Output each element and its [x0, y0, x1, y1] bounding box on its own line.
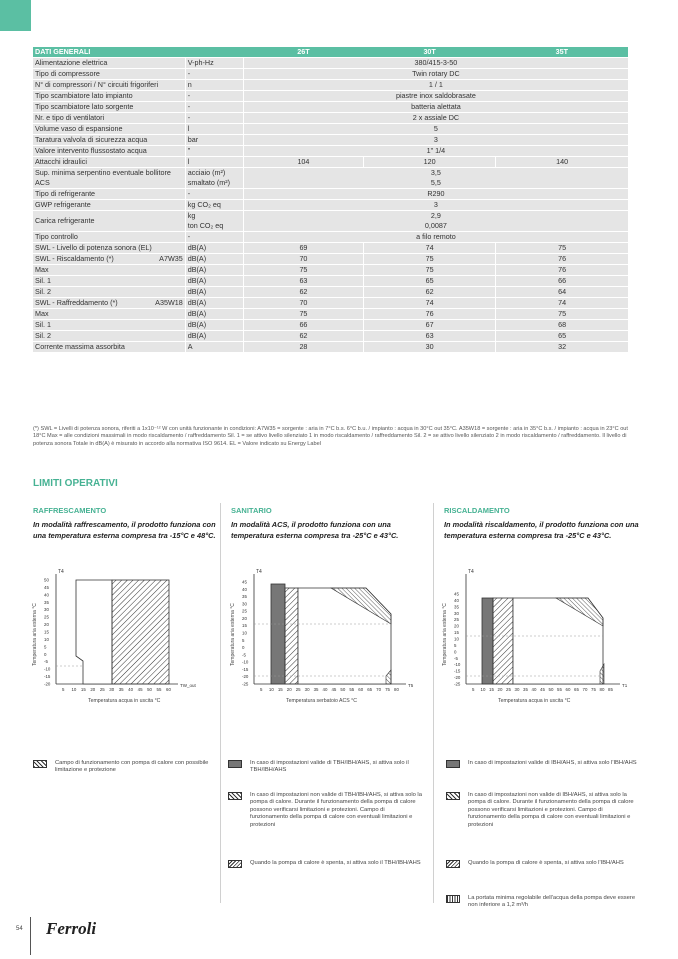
- row-tag: A7W35: [159, 254, 183, 264]
- y-tick-label: 15: [242, 623, 247, 629]
- table-row: [33, 276, 628, 287]
- y-axis-var: T4: [468, 569, 474, 575]
- legend-item: Quando la pompa di calore è spenta, si attiva solo l'IBH/AHS: [446, 860, 641, 867]
- row-unit: dB(A): [185, 254, 243, 265]
- table-row: [33, 189, 628, 200]
- x-tick-label: 50: [147, 687, 152, 692]
- y-axis-label: Temperatura aria esterna °C: [230, 603, 236, 666]
- y-tick-label: -5: [454, 655, 458, 661]
- row-label: Tipo di refrigerante: [33, 189, 185, 200]
- table-title: DATI GENERALI: [33, 47, 243, 58]
- row-value: [243, 168, 628, 189]
- table-row: [33, 320, 628, 331]
- row-value: 76: [496, 254, 628, 265]
- row-value: a filo remoto: [243, 232, 628, 243]
- value-line: 5,5: [430, 178, 441, 188]
- row-value: 5: [243, 124, 628, 135]
- column-heading: RISCALDAMENTO: [444, 506, 510, 515]
- unit-line: smaltato (m²): [187, 178, 231, 188]
- hatch-swatch-icon: [228, 792, 242, 800]
- x-tick-label: 5: [260, 687, 263, 692]
- value-line: 3,5: [430, 168, 441, 178]
- y-tick-label: -10: [454, 662, 461, 668]
- row-value: 62: [243, 287, 363, 298]
- row-label: Alimentazione elettrica: [33, 58, 185, 69]
- table-row: [33, 102, 628, 113]
- row-label: Tipo di compressore: [33, 69, 185, 80]
- table-row: [33, 211, 628, 232]
- table-row: [33, 309, 628, 320]
- table-row: [33, 80, 628, 91]
- x-tick-label: 50: [548, 687, 554, 692]
- row-value: 74: [496, 298, 628, 309]
- x-axis-var: TW_out: [180, 683, 196, 688]
- chart-riscaldamento: [438, 566, 638, 741]
- y-tick-label: 10: [454, 636, 459, 642]
- col-30t: 30T: [364, 47, 496, 58]
- y-tick-label: -10: [242, 659, 249, 665]
- row-unit: -: [185, 91, 243, 102]
- x-tick-label: 80: [394, 687, 399, 692]
- footer-divider: [30, 917, 31, 955]
- row-unit: l: [185, 124, 243, 135]
- y-tick-label: 20: [242, 615, 247, 621]
- x-tick-label: 55: [156, 687, 162, 692]
- y-tick-label: 40: [454, 597, 459, 603]
- x-tick-label: 75: [385, 687, 390, 692]
- table-row: [33, 135, 628, 146]
- row-value: batteria alettata: [243, 102, 628, 113]
- row-unit: kg CO₂ eq: [185, 200, 243, 211]
- y-tick-label: 25: [454, 617, 459, 623]
- unit-line: ton CO₂ eq: [187, 221, 224, 231]
- y-tick-label: 5: [242, 637, 245, 643]
- x-tick-label: 35: [118, 687, 124, 692]
- row-label: Sil. 1: [33, 276, 185, 287]
- y-tick-label: 45: [242, 579, 247, 585]
- x-tick-label: 65: [367, 687, 373, 692]
- unit-line: acciaio (m²): [187, 168, 226, 178]
- row-value: Twin rotary DC: [243, 69, 628, 80]
- x-tick-label: 35: [313, 687, 319, 692]
- row-tag: A35W18: [155, 298, 183, 308]
- x-axis-label: Temperatura acqua in uscita °C: [88, 698, 161, 704]
- x-tick-label: 5: [472, 687, 475, 692]
- row-value: 70: [243, 254, 363, 265]
- row-value: 75: [496, 309, 628, 320]
- table-row: [33, 91, 628, 102]
- row-unit: l: [185, 157, 243, 168]
- row-label: Valore intervento flussostato acqua: [33, 146, 185, 157]
- row-label: Nr. e tipo di ventilatori: [33, 113, 185, 124]
- x-tick-label: 75: [591, 687, 596, 692]
- y-tick-label: 0: [454, 649, 457, 655]
- x-tick-label: 60: [166, 687, 171, 692]
- x-tick-label: 55: [349, 687, 355, 692]
- gray-swatch-icon: [228, 760, 242, 768]
- table-row: [33, 146, 628, 157]
- y-tick-label: 45: [454, 591, 459, 597]
- table-row: [33, 298, 628, 309]
- column-heading: RAFFRESCAMENTO: [33, 506, 107, 515]
- y-axis-var: T4: [58, 569, 64, 575]
- row-label: Tipo controllo: [33, 232, 185, 243]
- x-tick-label: 10: [71, 687, 77, 692]
- x-tick-label: 45: [331, 687, 337, 692]
- x-axis-var: T1: [622, 683, 628, 688]
- x-tick-label: 30: [304, 687, 310, 692]
- table-row: [33, 342, 628, 353]
- x-tick-label: 25: [99, 687, 105, 692]
- row-value: 66: [243, 320, 363, 331]
- y-tick-label: 15: [44, 629, 49, 635]
- x-axis-label: Temperatura acqua in uscita °C: [498, 698, 571, 704]
- table-row: [33, 113, 628, 124]
- row-unit: dB(A): [185, 243, 243, 254]
- x-tick-label: 20: [497, 687, 503, 692]
- chart-raffrescamento: [28, 566, 218, 741]
- col-26t: 26T: [243, 47, 363, 58]
- y-tick-label: 10: [44, 636, 49, 642]
- row-value: 75: [364, 254, 496, 265]
- row-unit: -: [185, 69, 243, 80]
- row-value: 62: [243, 331, 363, 342]
- value-line: 0,0087: [424, 221, 447, 231]
- y-tick-label: -15: [242, 666, 249, 672]
- row-unit: [185, 211, 243, 232]
- x-tick-label: 85: [608, 687, 613, 692]
- row-value: 3: [243, 135, 628, 146]
- row-unit: bar: [185, 135, 243, 146]
- row-value: 69: [243, 243, 363, 254]
- table-row: [33, 232, 628, 243]
- row-unit: n: [185, 80, 243, 91]
- row-unit: -: [185, 189, 243, 200]
- row-value: 1 / 1: [243, 80, 628, 91]
- row-value: 140: [496, 157, 628, 168]
- hatch-swatch-icon: [33, 760, 47, 768]
- row-value: 75: [243, 265, 363, 276]
- y-tick-label: 45: [44, 584, 49, 590]
- y-tick-label: 30: [454, 610, 459, 616]
- corner-tab: [0, 0, 31, 31]
- row-value: 76: [496, 265, 628, 276]
- x-tick-label: 10: [268, 687, 274, 692]
- row-value: 74: [364, 243, 496, 254]
- x-tick-label: 70: [376, 687, 382, 692]
- y-tick-label: 40: [44, 592, 49, 598]
- legend-item: In caso di impostazioni non valide di IBH/AHS, si attiva solo la pompa di calore. Durante il funzionamento della pompa di calore possono verificarsi limitazioni e protezioni. Campo di funzionamento della pompa di calore con eventuali limitazioni e protezioni: [446, 792, 641, 829]
- y-tick-label: -20: [44, 681, 51, 687]
- y-tick-label: 25: [44, 614, 49, 620]
- hatch-swatch-icon: [446, 792, 460, 800]
- y-tick-label: 20: [44, 622, 49, 628]
- x-tick-label: 60: [565, 687, 571, 692]
- row-value: piastre inox saldobrasate: [243, 91, 628, 102]
- row-value: 68: [496, 320, 628, 331]
- x-tick-label: 25: [506, 687, 511, 692]
- legend-item: In caso di impostazioni valide di IBH/AHS, si attiva solo l'IBH/AHS: [446, 760, 641, 767]
- x-axis-label: Temperatura serbatoio ACS °C: [286, 698, 357, 704]
- column-description: In modalità ACS, il prodotto funziona con una temperatura esterna compresa tra -25°C e 43°C.: [231, 520, 399, 540]
- row-label: Sup. minima serpentino eventuale bollitore ACS: [33, 168, 185, 189]
- row-label: SWL - Riscaldamento (*) A7W35: [33, 254, 185, 265]
- row-unit: dB(A): [185, 287, 243, 298]
- table-row: [33, 58, 628, 69]
- y-tick-label: -20: [454, 675, 461, 681]
- row-value: R290: [243, 189, 628, 200]
- x-tick-label: 50: [340, 687, 346, 692]
- y-tick-label: 5: [44, 644, 47, 650]
- row-value: 63: [364, 331, 496, 342]
- row-unit: -: [185, 232, 243, 243]
- table-footnote: (*) SWL = Livelli di potenza sonora, riferiti a 1x10⁻¹² W con unità funzionante in condizioni: A7W35 = sorgente : aria in 7°C b.s. 6°C b.u. / impianto : acqua in 30°C out 35°C. A35W18 = sorgente : aria in 35°C b.s. / impianto : acqua in 23°C out 18°C Max = alle condizioni massimali in modo riscaldamento / raffreddamento Sil. 1 = se attivo livello silenziato 1 in modo riscaldamento / raffreddamento Sil. 2 = se attivo livello silenziato 2 in modo riscaldamento / raffreddamento. Il livello di potenza sonora Totale in dB(A) è misurato in accordo alla normativa ISO 9614. EL = Valore indicato su Energy Label: [33, 426, 628, 447]
- section-title: LIMITI OPERATIVI: [33, 478, 118, 489]
- y-tick-label: -15: [454, 668, 461, 674]
- row-value: 28: [243, 342, 363, 353]
- page-number: 54: [16, 926, 23, 932]
- x-tick-label: 15: [80, 687, 86, 692]
- row-value: 30: [364, 342, 496, 353]
- table-row: [33, 157, 628, 168]
- row-unit: A: [185, 342, 243, 353]
- row-value: 67: [364, 320, 496, 331]
- row-label: Carica refrigerante: [33, 211, 185, 232]
- row-value: 74: [364, 298, 496, 309]
- row-unit: ": [185, 146, 243, 157]
- x-tick-label: 10: [480, 687, 486, 692]
- row-value: 1" 1/4: [243, 146, 628, 157]
- y-tick-label: -25: [454, 681, 461, 687]
- x-tick-label: 15: [277, 687, 283, 692]
- row-value: 70: [243, 298, 363, 309]
- row-value: 104: [243, 157, 363, 168]
- y-axis-label: Temperatura aria esterna °C: [442, 603, 448, 666]
- y-tick-label: 10: [242, 630, 247, 636]
- row-value: 64: [496, 287, 628, 298]
- y-tick-label: 15: [454, 630, 459, 636]
- y-tick-label: 20: [454, 623, 459, 629]
- y-tick-label: -5: [242, 652, 246, 658]
- y-tick-label: 25: [242, 608, 247, 614]
- y-tick-label: -20: [242, 674, 249, 680]
- row-value: 63: [243, 276, 363, 287]
- x-tick-label: 25: [295, 687, 301, 692]
- y-tick-label: -25: [242, 681, 249, 687]
- row-value: 380/415-3-50: [243, 58, 628, 69]
- table-row: [33, 200, 628, 211]
- row-label: Tipo scambiatore lato sorgente: [33, 102, 185, 113]
- row-value: [243, 211, 628, 232]
- row-label: SWL - Livello di potenza sonora (EL): [33, 243, 185, 254]
- y-tick-label: 35: [454, 604, 459, 610]
- x-tick-label: 30: [514, 687, 520, 692]
- legend-item: In caso di impostazioni valide di TBH/IBH/AHS, si attiva solo il TBH/IBH/AHS: [228, 760, 423, 775]
- x-tick-label: 45: [137, 687, 143, 692]
- y-tick-label: 0: [242, 645, 245, 651]
- row-label: Taratura valvola di sicurezza acqua: [33, 135, 185, 146]
- row-value: 75: [243, 309, 363, 320]
- crosshatch-swatch-icon: [446, 860, 460, 868]
- row-value: 75: [364, 265, 496, 276]
- column-divider: [220, 503, 221, 903]
- column-divider: [433, 503, 434, 903]
- row-value: 3: [243, 200, 628, 211]
- spec-table: [33, 47, 628, 353]
- y-tick-label: 40: [242, 586, 247, 592]
- y-tick-label: 0: [44, 651, 47, 657]
- x-tick-label: 40: [531, 687, 537, 692]
- y-tick-label: -10: [44, 666, 51, 672]
- row-unit: dB(A): [185, 309, 243, 320]
- row-unit: dB(A): [185, 298, 243, 309]
- legend-item: Quando la pompa di calore è spenta, si attiva solo il TBH/IBH/AHS: [228, 860, 423, 867]
- column-description: In modalità raffrescamento, il prodotto funziona con una temperatura esterna compresa tra -15°C e 48°C.: [33, 520, 216, 540]
- row-value: 120: [364, 157, 496, 168]
- legend-item: Campo di funzionamento con pompa di calore con possibile limitazione e protezione: [33, 760, 228, 775]
- unit-line: kg: [187, 211, 196, 221]
- col-35t: 35T: [496, 47, 628, 58]
- row-label: Max: [33, 309, 185, 320]
- row-label: Corrente massima assorbita: [33, 342, 185, 353]
- x-tick-label: 80: [599, 687, 605, 692]
- column-heading: SANITARIO: [231, 506, 272, 515]
- row-unit: -: [185, 102, 243, 113]
- value-line: 2,9: [430, 211, 441, 221]
- y-tick-label: -5: [44, 659, 48, 665]
- legend-item: La portata minima regolabile dell'acqua della pompa deve essere non inferiore a 1,2 m³/h: [446, 895, 641, 910]
- row-value: 75: [496, 243, 628, 254]
- y-tick-label: -15: [44, 674, 51, 680]
- gray-swatch-icon: [446, 760, 460, 768]
- row-label: GWP refrigerante: [33, 200, 185, 211]
- x-tick-label: 55: [557, 687, 562, 692]
- y-tick-label: 35: [44, 599, 49, 605]
- row-value: 62: [364, 287, 496, 298]
- table-row: [33, 124, 628, 135]
- legend-item: In caso di impostazioni non valide di TBH/IBH/AHS, si attiva solo la pompa di calore. Durante il funzionamento della pompa di calore possono verificarsi limitazioni e protezioni. Campo di funzionamento della pompa di calore con eventuali limitazioni e protezioni: [228, 792, 423, 829]
- x-tick-label: 45: [540, 687, 545, 692]
- table-row: [33, 168, 628, 189]
- x-tick-label: 60: [358, 687, 364, 692]
- x-axis-var: T5: [408, 683, 414, 688]
- x-tick-label: 40: [322, 687, 328, 692]
- column-sanitario: [231, 506, 426, 556]
- x-tick-label: 20: [90, 687, 96, 692]
- row-label: N° di compressori / N° circuiti frigoriferi: [33, 80, 185, 91]
- y-axis-var: T4: [256, 569, 262, 575]
- y-tick-label: 35: [242, 594, 247, 600]
- x-tick-label: 15: [489, 687, 494, 692]
- column-description: In modalità riscaldamento, il prodotto funziona con una temperatura esterna compresa tra -25°C e 43°C.: [444, 520, 639, 540]
- row-unit: -: [185, 113, 243, 124]
- table-row: [33, 265, 628, 276]
- row-label: SWL - Raffreddamento (*) A35W18: [33, 298, 185, 309]
- row-label: Volume vaso di espansione: [33, 124, 185, 135]
- row-value: 76: [364, 309, 496, 320]
- brand-logo: Ferroli: [46, 919, 97, 938]
- x-tick-label: 5: [62, 687, 65, 692]
- row-label: Tipo scambiatore lato impianto: [33, 91, 185, 102]
- row-unit: dB(A): [185, 276, 243, 287]
- row-unit: dB(A): [185, 320, 243, 331]
- row-value: 2 x assiale DC: [243, 113, 628, 124]
- x-tick-label: 30: [109, 687, 115, 692]
- y-axis-label: Temperatura aria esterna °C: [32, 603, 38, 666]
- row-value: 32: [496, 342, 628, 353]
- row-value: 65: [496, 331, 628, 342]
- column-riscaldamento: [444, 506, 639, 556]
- table-row: [33, 287, 628, 298]
- table-row: [33, 69, 628, 80]
- y-tick-label: 5: [454, 642, 457, 648]
- row-unit: V-ph-Hz: [185, 58, 243, 69]
- crosshatch-swatch-icon: [228, 860, 242, 868]
- row-label: Sil. 2: [33, 331, 185, 342]
- x-tick-label: 20: [286, 687, 292, 692]
- row-value: 66: [496, 276, 628, 287]
- row-label: Sil. 1: [33, 320, 185, 331]
- table-row: [33, 254, 628, 265]
- row-unit: [185, 168, 243, 189]
- y-tick-label: 30: [242, 601, 247, 607]
- x-tick-label: 35: [523, 687, 528, 692]
- y-tick-label: 50: [44, 577, 49, 583]
- row-value: 65: [364, 276, 496, 287]
- chart-sanitario: [226, 566, 426, 741]
- vertical-lines-swatch-icon: [446, 895, 460, 903]
- table-row: [33, 243, 628, 254]
- x-tick-label: 70: [582, 687, 588, 692]
- row-unit: dB(A): [185, 331, 243, 342]
- x-tick-label: 40: [128, 687, 134, 692]
- row-label: Max: [33, 265, 185, 276]
- row-unit: dB(A): [185, 265, 243, 276]
- row-label: Sil. 2: [33, 287, 185, 298]
- column-raffrescamento: [33, 506, 228, 556]
- table-row: [33, 331, 628, 342]
- x-tick-label: 65: [574, 687, 579, 692]
- y-tick-label: 30: [44, 607, 49, 613]
- row-label: Attacchi idraulici: [33, 157, 185, 168]
